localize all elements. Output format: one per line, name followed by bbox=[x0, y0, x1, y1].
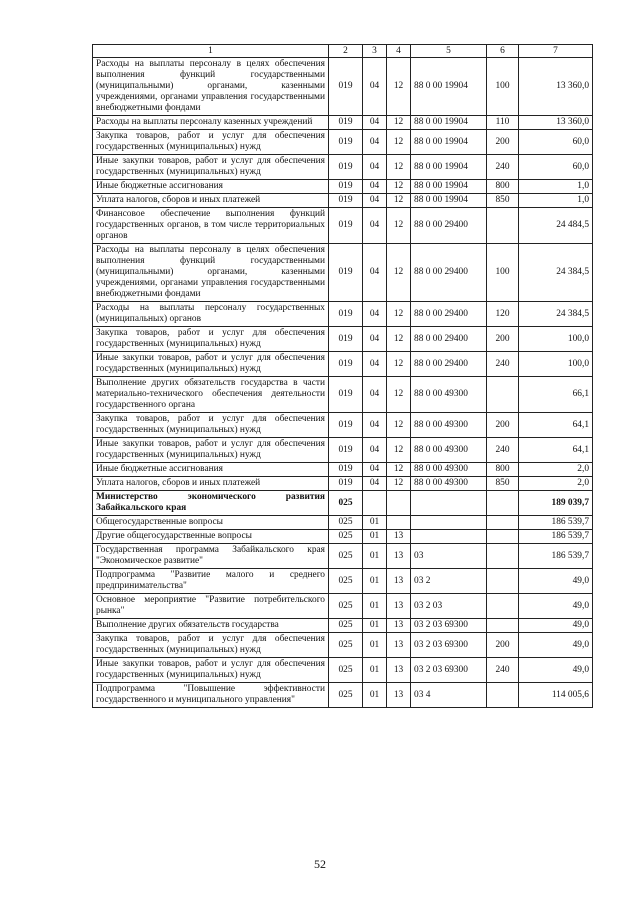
grbs-code-cell: 025 bbox=[329, 658, 363, 683]
grbs-code-cell: 019 bbox=[329, 413, 363, 438]
table-row bbox=[93, 377, 593, 413]
row-name-cell: Иные бюджетные ассигнования bbox=[93, 463, 329, 477]
table-row bbox=[93, 477, 593, 491]
subsection-code-cell: 12 bbox=[387, 377, 411, 413]
target-article-cell: 88 0 00 49300 bbox=[411, 477, 487, 491]
target-article-cell: 03 2 03 69300 bbox=[411, 619, 487, 633]
expense-type-cell bbox=[487, 208, 519, 244]
section-code-cell: 04 bbox=[363, 180, 387, 194]
amount-cell: 24 384,5 bbox=[519, 302, 593, 327]
section-code-cell: 04 bbox=[363, 155, 387, 180]
target-article-cell: 88 0 00 49300 bbox=[411, 463, 487, 477]
amount-cell: 1,0 bbox=[519, 194, 593, 208]
amount-cell: 49,0 bbox=[519, 594, 593, 619]
section-code-cell: 01 bbox=[363, 516, 387, 530]
row-name-cell: Общегосударственные вопросы bbox=[93, 516, 329, 530]
section-code-cell: 01 bbox=[363, 619, 387, 633]
target-article-cell: 03 2 03 69300 bbox=[411, 658, 487, 683]
target-article-cell: 88 0 00 49300 bbox=[411, 438, 487, 463]
grbs-code-cell: 025 bbox=[329, 544, 363, 569]
target-article-cell bbox=[411, 516, 487, 530]
grbs-code-cell: 025 bbox=[329, 619, 363, 633]
column-header: 1 bbox=[93, 45, 329, 58]
row-name-cell: Закупка товаров, работ и услуг для обеспечения государственных (муниципальных) нужд bbox=[93, 413, 329, 438]
row-name-cell: Уплата налогов, сборов и иных платежей bbox=[93, 194, 329, 208]
row-name-cell: Иные закупки товаров, работ и услуг для обеспечения государственных (муниципальных) нужд bbox=[93, 438, 329, 463]
column-number-row bbox=[93, 45, 593, 58]
amount-cell: 1,0 bbox=[519, 180, 593, 194]
section-code-cell: 01 bbox=[363, 544, 387, 569]
column-header: 7 bbox=[519, 45, 593, 58]
subsection-code-cell: 12 bbox=[387, 130, 411, 155]
target-article-cell: 88 0 00 29400 bbox=[411, 327, 487, 352]
amount-cell: 24 384,5 bbox=[519, 244, 593, 302]
table-row bbox=[93, 116, 593, 130]
target-article-cell bbox=[411, 530, 487, 544]
column-header: 5 bbox=[411, 45, 487, 58]
grbs-code-cell: 025 bbox=[329, 633, 363, 658]
grbs-code-cell: 025 bbox=[329, 530, 363, 544]
expense-type-cell: 200 bbox=[487, 413, 519, 438]
grbs-code-cell: 019 bbox=[329, 352, 363, 377]
expense-type-cell: 120 bbox=[487, 302, 519, 327]
subsection-code-cell: 12 bbox=[387, 463, 411, 477]
expense-type-cell: 240 bbox=[487, 658, 519, 683]
row-name-cell: Расходы на выплаты персоналу казенных учреждений bbox=[93, 116, 329, 130]
amount-cell: 114 005,6 bbox=[519, 683, 593, 708]
section-code-cell: 04 bbox=[363, 244, 387, 302]
expense-type-cell: 800 bbox=[487, 180, 519, 194]
amount-cell: 24 484,5 bbox=[519, 208, 593, 244]
table-row bbox=[93, 463, 593, 477]
grbs-code-cell: 019 bbox=[329, 58, 363, 116]
section-code-cell: 04 bbox=[363, 302, 387, 327]
subsection-code-cell: 12 bbox=[387, 302, 411, 327]
table-body bbox=[93, 58, 593, 708]
table-row bbox=[93, 352, 593, 377]
column-header: 2 bbox=[329, 45, 363, 58]
row-name-cell: Финансовое обеспечение выполнения функций государственных органов, в том числе территориальных органов bbox=[93, 208, 329, 244]
target-article-cell: 88 0 00 29400 bbox=[411, 208, 487, 244]
target-article-cell: 88 0 00 19904 bbox=[411, 180, 487, 194]
grbs-code-cell: 019 bbox=[329, 194, 363, 208]
section-code-cell: 01 bbox=[363, 594, 387, 619]
subsection-code-cell: 13 bbox=[387, 658, 411, 683]
row-name-cell: Закупка товаров, работ и услуг для обеспечения государственных (муниципальных) нужд bbox=[93, 130, 329, 155]
amount-cell: 186 539,7 bbox=[519, 530, 593, 544]
amount-cell: 66,1 bbox=[519, 377, 593, 413]
expense-type-cell bbox=[487, 491, 519, 516]
row-name-cell: Расходы на выплаты персоналу в целях обеспечения выполнения функций государственными (муниципальными) органами, казенными учреждениями, органами управления государственными внебюджетными фондами bbox=[93, 244, 329, 302]
row-name-cell: Уплата налогов, сборов и иных платежей bbox=[93, 477, 329, 491]
table-row bbox=[93, 530, 593, 544]
subsection-code-cell: 13 bbox=[387, 530, 411, 544]
row-name-cell: Другие общегосударственные вопросы bbox=[93, 530, 329, 544]
subsection-code-cell: 13 bbox=[387, 569, 411, 594]
subsection-code-cell: 13 bbox=[387, 619, 411, 633]
row-name-cell: Расходы на выплаты персоналу государственных (муниципальных) органов bbox=[93, 302, 329, 327]
amount-cell: 13 360,0 bbox=[519, 116, 593, 130]
grbs-code-cell: 019 bbox=[329, 477, 363, 491]
row-name-cell: Иные закупки товаров, работ и услуг для обеспечения государственных (муниципальных) нужд bbox=[93, 658, 329, 683]
section-code-cell: 04 bbox=[363, 377, 387, 413]
target-article-cell: 88 0 00 49300 bbox=[411, 413, 487, 438]
expense-type-cell bbox=[487, 619, 519, 633]
row-name-cell: Выполнение других обязательств государства bbox=[93, 619, 329, 633]
table-row bbox=[93, 58, 593, 116]
row-name-cell: Государственная программа Забайкальского края "Экономическое развитие" bbox=[93, 544, 329, 569]
subsection-code-cell: 12 bbox=[387, 327, 411, 352]
table-row bbox=[93, 327, 593, 352]
table-row bbox=[93, 658, 593, 683]
section-code-cell: 04 bbox=[363, 116, 387, 130]
expense-type-cell: 240 bbox=[487, 352, 519, 377]
section-code-cell: 04 bbox=[363, 327, 387, 352]
grbs-code-cell: 025 bbox=[329, 569, 363, 594]
column-header: 4 bbox=[387, 45, 411, 58]
subsection-code-cell: 12 bbox=[387, 155, 411, 180]
table-row bbox=[93, 683, 593, 708]
expense-type-cell: 110 bbox=[487, 116, 519, 130]
grbs-code-cell: 025 bbox=[329, 516, 363, 530]
subsection-code-cell: 12 bbox=[387, 194, 411, 208]
amount-cell: 60,0 bbox=[519, 130, 593, 155]
target-article-cell: 03 bbox=[411, 544, 487, 569]
target-article-cell: 88 0 00 19904 bbox=[411, 194, 487, 208]
expense-type-cell bbox=[487, 683, 519, 708]
section-code-cell: 01 bbox=[363, 658, 387, 683]
target-article-cell: 88 0 00 29400 bbox=[411, 352, 487, 377]
expense-type-cell bbox=[487, 569, 519, 594]
page-number: 52 bbox=[314, 857, 326, 871]
target-article-cell: 88 0 00 49300 bbox=[411, 377, 487, 413]
amount-cell: 186 539,7 bbox=[519, 516, 593, 530]
budget-table bbox=[92, 44, 593, 708]
expense-type-cell: 850 bbox=[487, 477, 519, 491]
row-name-cell: Выполнение других обязательств государства в части материально-технического обеспечения деятельности государственного органа bbox=[93, 377, 329, 413]
table-row bbox=[93, 244, 593, 302]
grbs-code-cell: 019 bbox=[329, 130, 363, 155]
subsection-code-cell: 13 bbox=[387, 633, 411, 658]
grbs-code-cell: 019 bbox=[329, 244, 363, 302]
target-article-cell: 03 2 bbox=[411, 569, 487, 594]
column-header: 6 bbox=[487, 45, 519, 58]
subsection-code-cell: 13 bbox=[387, 594, 411, 619]
target-article-cell: 03 2 03 69300 bbox=[411, 633, 487, 658]
row-name-cell: Расходы на выплаты персоналу в целях обеспечения выполнения функций государственными (муниципальными) органами, казенными учреждениями, органами управления государственными внебюджетными фондами bbox=[93, 58, 329, 116]
table-row bbox=[93, 302, 593, 327]
amount-cell: 64,1 bbox=[519, 413, 593, 438]
grbs-code-cell: 019 bbox=[329, 116, 363, 130]
target-article-cell: 88 0 00 19904 bbox=[411, 155, 487, 180]
subsection-code-cell: 13 bbox=[387, 544, 411, 569]
table-row bbox=[93, 544, 593, 569]
table-row bbox=[93, 594, 593, 619]
expense-type-cell: 240 bbox=[487, 155, 519, 180]
grbs-code-cell: 025 bbox=[329, 491, 363, 516]
expense-type-cell: 850 bbox=[487, 194, 519, 208]
expense-type-cell: 100 bbox=[487, 244, 519, 302]
subsection-code-cell: 12 bbox=[387, 413, 411, 438]
table-row bbox=[93, 155, 593, 180]
grbs-code-cell: 025 bbox=[329, 683, 363, 708]
amount-cell: 2,0 bbox=[519, 477, 593, 491]
amount-cell: 60,0 bbox=[519, 155, 593, 180]
expense-type-cell bbox=[487, 377, 519, 413]
table-row bbox=[93, 208, 593, 244]
section-code-cell bbox=[363, 491, 387, 516]
expense-type-cell: 800 bbox=[487, 463, 519, 477]
row-name-cell: Иные закупки товаров, работ и услуг для обеспечения государственных (муниципальных) нужд bbox=[93, 155, 329, 180]
subsection-code-cell: 12 bbox=[387, 438, 411, 463]
subsection-code-cell bbox=[387, 491, 411, 516]
expense-type-cell: 200 bbox=[487, 633, 519, 658]
table-row bbox=[93, 130, 593, 155]
target-article-cell: 88 0 00 19904 bbox=[411, 130, 487, 155]
amount-cell: 49,0 bbox=[519, 658, 593, 683]
expense-type-cell bbox=[487, 516, 519, 530]
section-code-cell: 04 bbox=[363, 58, 387, 116]
section-code-cell: 01 bbox=[363, 530, 387, 544]
table-row bbox=[93, 413, 593, 438]
grbs-code-cell: 025 bbox=[329, 594, 363, 619]
subsection-code-cell: 12 bbox=[387, 180, 411, 194]
section-code-cell: 04 bbox=[363, 130, 387, 155]
subsection-code-cell: 12 bbox=[387, 352, 411, 377]
table-row bbox=[93, 180, 593, 194]
table-row bbox=[93, 516, 593, 530]
section-code-cell: 04 bbox=[363, 413, 387, 438]
expense-type-cell: 240 bbox=[487, 438, 519, 463]
amount-cell: 189 039,7 bbox=[519, 491, 593, 516]
table-row bbox=[93, 491, 593, 516]
section-code-cell: 04 bbox=[363, 352, 387, 377]
row-name-cell: Министерство экономического развития Забайкальского края bbox=[93, 491, 329, 516]
amount-cell: 49,0 bbox=[519, 633, 593, 658]
amount-cell: 49,0 bbox=[519, 569, 593, 594]
section-code-cell: 01 bbox=[363, 569, 387, 594]
target-article-cell: 88 0 00 19904 bbox=[411, 58, 487, 116]
section-code-cell: 04 bbox=[363, 194, 387, 208]
section-code-cell: 01 bbox=[363, 633, 387, 658]
subsection-code-cell bbox=[387, 516, 411, 530]
subsection-code-cell: 12 bbox=[387, 477, 411, 491]
row-name-cell: Подпрограмма "Повышение эффективности государственного и муниципального управления" bbox=[93, 683, 329, 708]
amount-cell: 49,0 bbox=[519, 619, 593, 633]
subsection-code-cell: 13 bbox=[387, 683, 411, 708]
target-article-cell: 88 0 00 29400 bbox=[411, 302, 487, 327]
amount-cell: 2,0 bbox=[519, 463, 593, 477]
grbs-code-cell: 019 bbox=[329, 208, 363, 244]
row-name-cell: Основное мероприятие "Развитие потребительского рынка" bbox=[93, 594, 329, 619]
amount-cell: 100,0 bbox=[519, 327, 593, 352]
row-name-cell: Подпрограмма "Развитие малого и среднего предпринимательства" bbox=[93, 569, 329, 594]
subsection-code-cell: 12 bbox=[387, 58, 411, 116]
expense-type-cell bbox=[487, 530, 519, 544]
row-name-cell: Закупка товаров, работ и услуг для обеспечения государственных (муниципальных) нужд bbox=[93, 327, 329, 352]
target-article-cell: 03 2 03 bbox=[411, 594, 487, 619]
row-name-cell: Иные бюджетные ассигнования bbox=[93, 180, 329, 194]
section-code-cell: 04 bbox=[363, 463, 387, 477]
section-code-cell: 04 bbox=[363, 208, 387, 244]
target-article-cell: 88 0 00 29400 bbox=[411, 244, 487, 302]
amount-cell: 100,0 bbox=[519, 352, 593, 377]
section-code-cell: 04 bbox=[363, 438, 387, 463]
grbs-code-cell: 019 bbox=[329, 463, 363, 477]
grbs-code-cell: 019 bbox=[329, 377, 363, 413]
target-article-cell: 03 4 bbox=[411, 683, 487, 708]
subsection-code-cell: 12 bbox=[387, 244, 411, 302]
grbs-code-cell: 019 bbox=[329, 302, 363, 327]
expense-type-cell: 200 bbox=[487, 130, 519, 155]
column-header: 3 bbox=[363, 45, 387, 58]
target-article-cell bbox=[411, 491, 487, 516]
grbs-code-cell: 019 bbox=[329, 180, 363, 194]
amount-cell: 64,1 bbox=[519, 438, 593, 463]
expense-type-cell: 200 bbox=[487, 327, 519, 352]
expense-type-cell bbox=[487, 544, 519, 569]
expense-type-cell: 100 bbox=[487, 58, 519, 116]
amount-cell: 13 360,0 bbox=[519, 58, 593, 116]
subsection-code-cell: 12 bbox=[387, 208, 411, 244]
target-article-cell: 88 0 00 19904 bbox=[411, 116, 487, 130]
row-name-cell: Закупка товаров, работ и услуг для обеспечения государственных (муниципальных) нужд bbox=[93, 633, 329, 658]
section-code-cell: 01 bbox=[363, 683, 387, 708]
grbs-code-cell: 019 bbox=[329, 438, 363, 463]
section-code-cell: 04 bbox=[363, 477, 387, 491]
row-name-cell: Иные закупки товаров, работ и услуг для обеспечения государственных (муниципальных) нужд bbox=[93, 352, 329, 377]
subsection-code-cell: 12 bbox=[387, 116, 411, 130]
grbs-code-cell: 019 bbox=[329, 155, 363, 180]
table-row bbox=[93, 569, 593, 594]
table-row bbox=[93, 633, 593, 658]
table-row bbox=[93, 438, 593, 463]
grbs-code-cell: 019 bbox=[329, 327, 363, 352]
table-row bbox=[93, 619, 593, 633]
expense-type-cell bbox=[487, 594, 519, 619]
amount-cell: 186 539,7 bbox=[519, 544, 593, 569]
table-row bbox=[93, 194, 593, 208]
